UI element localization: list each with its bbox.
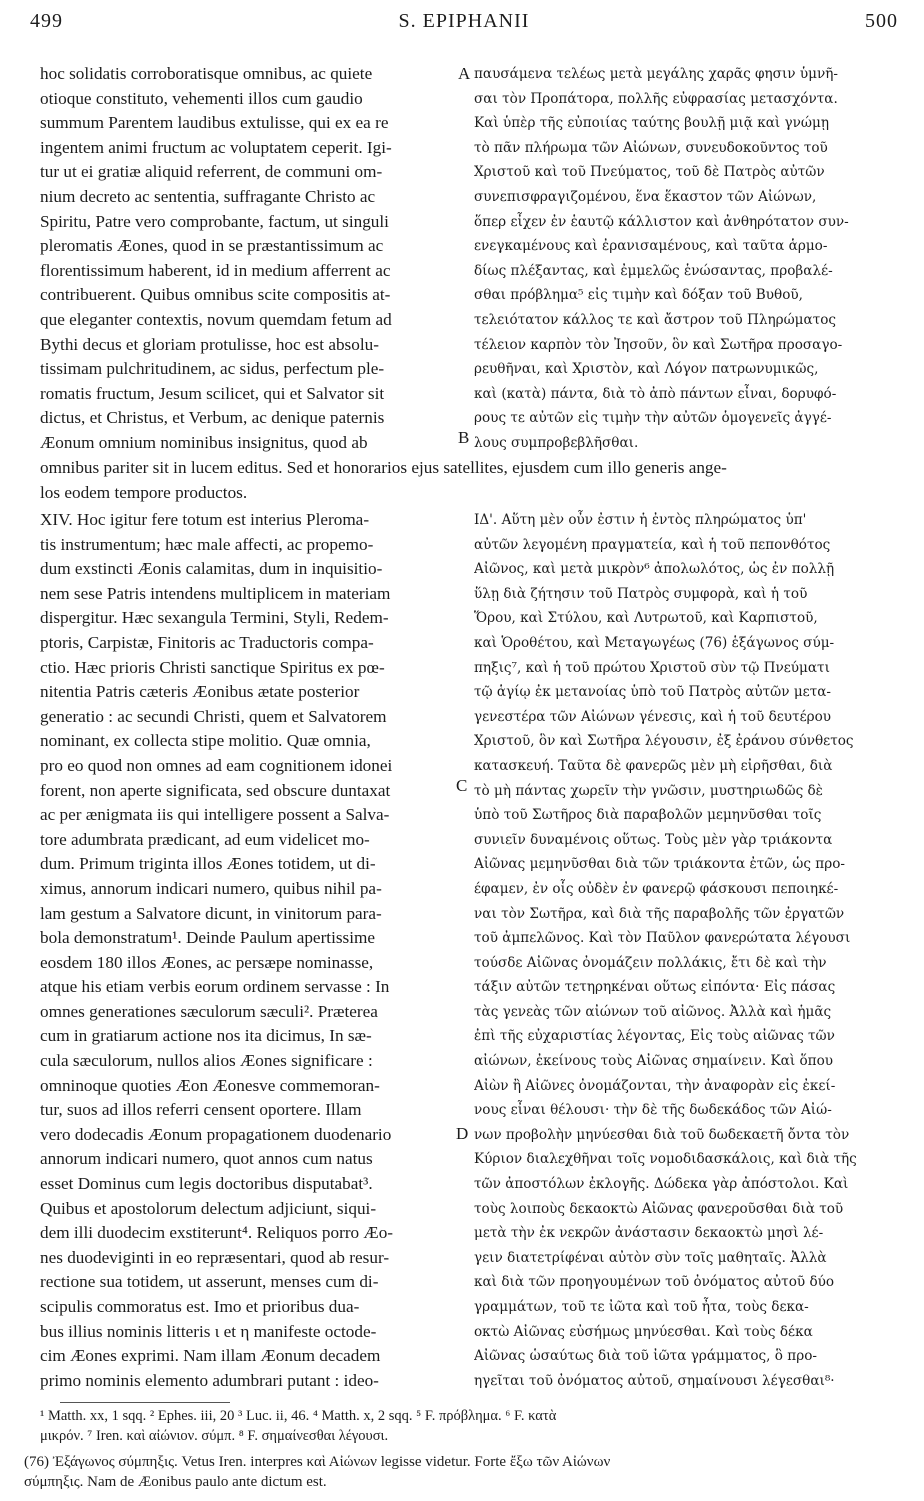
greek-text-line: ηγεῖται τοῦ ὀνόματος αὐτοῦ, σημαίνουσι λέγεσθαι⁸· xyxy=(474,1372,835,1389)
greek-text-line: γενεστέρα τῶν Αἰώνων γένεσις, καὶ ἡ τοῦ δευτέρου xyxy=(474,708,832,725)
greek-text-line: οκτὼ Αἰῶνας εὐσήμως μηνύεσθαι. Καὶ τοὺς δέκα xyxy=(474,1323,813,1340)
latin-text-line: omnibus pariter sit in lucem editus. Sed et honorarios ejus satellites, ejusdem cum illo generis ange- xyxy=(40,458,727,477)
greek-text-line: ρευθῆναι, καὶ Χριστὸν, καὶ Λόγον πατρωνυμικῶς, xyxy=(474,361,819,378)
greek-column-bottom xyxy=(474,508,892,1393)
latin-text-line: omnes generationes sæculorum sæculi². Præterea xyxy=(40,1001,378,1021)
latin-text-line: eosdem 180 illos Æones, ac persæpe nominasse, xyxy=(40,952,374,972)
latin-text-line: XIV. Hoc igitur fere totum est interius Pleroma- xyxy=(40,510,370,529)
greek-text-line: Καὶ ὑπὲρ τῆς εὐποιίας ταύτης βουλῇ μιᾷ καὶ γνώμῃ xyxy=(474,115,829,132)
margin-marker-d: D xyxy=(456,1124,469,1143)
greek-text-line: καὶ Ὁροθέτου, καὶ Μεταγωγέως (76) ἑξάγωνος σύμ- xyxy=(474,634,835,651)
latin-text-line: cim Æones exprimi. Nam illam Æonum decadem xyxy=(40,1346,381,1366)
note-line: (76) Ἐξάγωνος σύμπηξις. Vetus Iren. interpres καὶ Αἰώνων legisse videtur. Forte ἔξω τῶν Αἰώνων xyxy=(24,1454,611,1470)
latin-text-line: cula sæculorum, nullos alios Æones significare : xyxy=(40,1051,373,1071)
latin-text-line: contribuerent. Quibus omnibus scite compositis at- xyxy=(40,285,391,305)
greek-text-line: έφαμεν, ἐν οἷς οὐδὲν ἐν φανερῷ φάσκουσι πεποιηκέ- xyxy=(474,880,839,897)
greek-text-line: τέλειον καρπὸν τὸν Ἰησοῦν, ὃν καὶ Σωτῆρα προσαγο- xyxy=(474,336,843,353)
latin-text-line: dispergitur. Hæc sexangula Termini, Styli, Redem- xyxy=(40,608,389,628)
latin-text-line: otioque constituto, vehementi illos cum gaudio xyxy=(40,88,363,108)
greek-text-line: πηξις⁷, καὶ ἡ τοῦ πρώτου Χριστοῦ σὺν τῷ Πνεύματι xyxy=(474,659,830,676)
greek-text-line: μετὰ τὴν ἐκ νεκρῶν ἀνάστασιν δεκαοκτὼ μησὶ λέ- xyxy=(474,1225,824,1242)
latin-text-line: nes duodeviginti in eo repræsentari, quod ab resur- xyxy=(40,1247,390,1267)
latin-text-line: que eleganter contextis, novum quemdam fetum ad xyxy=(40,309,392,329)
latin-text-line: annorum indicari numero, quot annos cum natus xyxy=(40,1149,373,1169)
greek-text-line: νους εἶναι θέλουσι· τὴν δὲ τῆς δωδεκάδος τῶν Αἰώ- xyxy=(474,1102,832,1119)
greek-text-line: γραμμάτων, τοῦ τε ἰῶτα καὶ τοῦ ἦτα, τοὺς δεκα- xyxy=(474,1299,809,1315)
greek-column-top xyxy=(474,62,892,456)
note-line: σύμπηξις. Nam de Æonibus paulo ante dictum est. xyxy=(24,1474,327,1490)
latin-text-line: dictus, et Christus, et Verbum, ac denique paternis xyxy=(40,408,385,428)
greek-text-line: τοῦ ἀμπελῶνος. Καὶ τὸν Παῦλον φανερώτατα λέγουσι xyxy=(474,930,851,947)
greek-text-line: τελειότατον κάλλος τε καὶ ἄστρον τοῦ Πληρώματος xyxy=(474,311,837,328)
latin-text-line: esset Dominus cum legis doctoribus disputabat³. xyxy=(40,1174,373,1194)
footnote-line: μικρόν. ⁷ Iren. καὶ αἰώνιον. σύμπ. ⁸ F. σημαίνεσθαι λέγουσι. xyxy=(40,1428,389,1444)
latin-text-line: bus illius nominis litteris ι et η manifeste octode- xyxy=(40,1321,377,1341)
editorial-note xyxy=(24,1452,900,1492)
latin-text-line: dem illi duodecim exstiterunt⁴. Reliquos porro Æo- xyxy=(40,1223,394,1243)
greek-text-line: Ὅρου, καὶ Στύλου, καὶ Λυτρωτοῦ, καὶ Καρπιστοῦ, xyxy=(474,610,818,627)
greek-text-line: τῶν ἀποστόλων ἐκλογῆς. Δώδεκα γὰρ ἀπόστολοι. Καὶ xyxy=(474,1176,849,1193)
greek-text-line: κατασκευή. Ταῦτα δὲ φανερῶς μὲν μὴ εἰρῆσθαι, διὰ xyxy=(474,757,833,774)
latin-text-line: Æonum omnium nominibus insignitus, quod ab xyxy=(40,432,368,452)
latin-spanning-lines xyxy=(40,456,892,505)
latin-text-line: hoc solidatis corroboratisque omnibus, ac quiete xyxy=(40,64,373,83)
latin-text-line: florentissimum haberent, id in medium afferrent ac xyxy=(40,260,391,280)
greek-text-line: παυσάμενα τελέως μετὰ μεγάλης χαρᾶς φησιν ὑμνῆ- xyxy=(474,66,838,82)
left-page-number: 499 xyxy=(30,10,63,32)
greek-text-line: ΙΔ'. Αὕτη μὲν οὖν ἐστιν ἡ ἐντὸς πληρώματος ὑπ' xyxy=(474,512,807,528)
latin-text-line: summum Parentem laudibus extulisse, qui ex ea re xyxy=(40,113,389,133)
greek-text-line: τὸ πᾶν πλήρωμα τῶν Αἰώνων, συνευδοκοῦντος τοῦ xyxy=(474,139,828,156)
latin-text-line: Quibus et apostolorum delectum adjiciunt, siqui- xyxy=(40,1198,377,1218)
greek-text-line: νων προβολὴν μηνύεσθαι διὰ τοῦ δωδεκαετῆ ὄντα τὸν xyxy=(474,1126,850,1143)
latin-text-line: lam gestum a Salvatore dicunt, in vinitorum para- xyxy=(40,903,382,923)
latin-column-top xyxy=(40,62,458,456)
greek-text-line: λους συμπροβεβλῆσθαι. xyxy=(474,434,639,451)
greek-text-line: ναι τὸν Σωτῆρα, καὶ διὰ τῆς παραβολῆς τῶν ἐργατῶν xyxy=(474,905,845,922)
latin-text-line: ximus, annorum indicari numero, quibus nihil pa- xyxy=(40,878,382,898)
greek-text-line: Αἰῶνας ὡσαύτως διὰ τοῦ ἰῶτα γράμματος, ὃ προ- xyxy=(474,1348,818,1365)
latin-text-line: tissimam pulchritudinem, ac sidus, perfectum ple- xyxy=(40,359,385,379)
greek-text-line: τῷ ἁγίῳ ἐκ μετανοίας ὑπὸ τοῦ Πατρὸς αὐτῶν μετα- xyxy=(474,684,832,701)
latin-text-line: tur, suos ad illos referri censent oportere. Illam xyxy=(40,1100,362,1120)
running-title: S. EPIPHANII xyxy=(398,10,530,32)
greek-text-line: τοὺς λοιποὺς δεκαοκτὼ Αἰῶνας φανεροῦσθαι διὰ τοῦ xyxy=(474,1200,844,1217)
greek-text-line: Χριστοῦ καὶ τοῦ Πνεύματος, τοῦ δὲ Πατρὸς αὐτῶν xyxy=(474,164,825,181)
greek-text-line: καὶ διὰ τῶν προηγουμένων τοῦ ὀνόματος αὐτοῦ δύο xyxy=(474,1274,835,1291)
greek-text-line: γειν διατετρίφέναι αὐτὸν σὺν τοῖς μαθηταῖς. Ἀλλὰ xyxy=(474,1249,827,1266)
greek-text-line: αἰώνων, ἐκείνους τοὺς Αἰῶνας σημαίνειν. Καὶ ὅπου xyxy=(474,1053,834,1070)
latin-text-line: los eodem tempore productos. xyxy=(40,482,248,502)
latin-text-line: nitentia Patris cæteris Æonibus ætate posterior xyxy=(40,682,360,702)
latin-text-line: tis instrumentum; hæc male affecti, ac propemo- xyxy=(40,534,374,554)
latin-text-line: dum exstincti Æonis calamitas, dum in inquisitio- xyxy=(40,559,383,579)
latin-text-line: dum. Primum triginta illos Æones totidem, ut di- xyxy=(40,854,376,874)
latin-text-line: Spiritu, Patre vero comprobante, factum, ut singuli xyxy=(40,211,389,231)
latin-text-line: bola demonstratum¹. Deinde Paulum apertissime xyxy=(40,928,375,948)
greek-text-line: σθαι πρόβλημα⁵ εἰς τιμὴν καὶ δόξαν τοῦ Βυθοῦ, xyxy=(474,287,803,304)
margin-marker-b: B xyxy=(458,428,470,447)
greek-text-line: τούσδε Αἰῶνας ὀνομάζειν πολλάκις, ἔτι δὲ καὶ τὴν xyxy=(474,954,827,971)
greek-text-line: ὑπὸ τοῦ Σωτῆρος διὰ παραβολῶν μεμηνῦσθαι τοῖς xyxy=(474,807,822,824)
footnote-line: ¹ Matth. xx, 1 sqq. ² Ephes. iii, 20 ³ Luc. ii, 46. ⁴ Matth. x, 2 sqq. ⁵ F. πρόβλημα. ⁶ F. κατὰ xyxy=(40,1408,557,1424)
greek-text-line: συνεπισφραγιζομένου, ἕνα ἕκαστον τῶν Αἰώνων, xyxy=(474,188,817,205)
greek-text-line: ενεγκαμένους καὶ ἐρανισαμένους, καὶ ταῦτα ἁρμο- xyxy=(474,238,828,255)
greek-text-line: σαι τὸν Προπάτορα, πολλῆς εὐφρασίας μετασχόντα. xyxy=(474,90,838,107)
right-page-number: 500 xyxy=(865,10,898,32)
greek-text-line: Κύριον διαλεχθῆναι τοῖς νομοδιδασκάλοις, καὶ διὰ τῆς xyxy=(474,1151,857,1168)
latin-text-line: omninoque quoties Æon Æonesve commemoran- xyxy=(40,1075,380,1095)
greek-text-line: τὰς γενεὰς τῶν αἰώνων τοῦ αἰῶνος. Ἀλλὰ καὶ ἡμᾶς xyxy=(474,1003,832,1020)
greek-text-line: δίως πλέξαντας, καὶ ἐμμελῶς ἑνώσαντας, προβαλέ- xyxy=(474,262,833,279)
greek-text-line: Χριστοῦ, ὃν καὶ Σωτῆρα λέγουσιν, ἐξ ἐράνου σύνθετος xyxy=(474,733,854,750)
greek-text-line: ἐπὶ τῆς εὐχαριστίας λέγοντας, Εἰς τοὺς αἰῶνας τῶν xyxy=(474,1028,835,1045)
greek-text-line: τάξιν αὐτῶν τετηρηκέναι οὕτως εἰπόντα· Εἰς πάσας xyxy=(474,979,836,996)
latin-text-line: nem sese Patris intendens multiplicem in materiam xyxy=(40,583,391,603)
latin-text-line: nominant, ex collecta stipe molitio. Quæ omnia, xyxy=(40,731,371,751)
latin-text-line: cum in gratiarum actione nos ita dicimus, In sæ- xyxy=(40,1026,372,1046)
footnote-rule xyxy=(60,1402,230,1403)
latin-text-line: ingentem animi fructum ac voluptatem ceperit. Igi- xyxy=(40,137,392,157)
greek-text-line: Αἰῶνας μεμηνῦσθαι διὰ τῶν τριάκοντα ἐτῶν, ὡς προ- xyxy=(474,856,846,873)
margin-marker-a: A xyxy=(458,64,471,83)
running-header xyxy=(30,4,898,44)
latin-text-line: romatis fructum, Jesum scilicet, qui et Salvator sit xyxy=(40,383,385,403)
greek-text-line: ὅπερ εἶχεν ἐν ἑαυτῷ κάλλιστον καὶ ἀνθηρότατον συν- xyxy=(474,213,849,230)
greek-text-line: ὕλῃ διὰ ζήτησιν τοῦ Πατρὸς συμφορὰ, καὶ ἡ τοῦ xyxy=(474,585,808,602)
greek-text-line: καὶ (κατὰ) πάντα, διὰ τὸ ἀπὸ πάντων εἶναι, δορυφό- xyxy=(474,385,837,402)
latin-text-line: tore adumbrata prædicant, ad eum videlicet mo- xyxy=(40,829,370,849)
latin-text-line: atque his etiam verbis eorum ordinem servasse : In xyxy=(40,977,390,997)
latin-column-bottom xyxy=(40,508,458,1393)
latin-text-line: ptoris, Carpistæ, Finitoris ac Traductoris compa- xyxy=(40,632,374,652)
greek-text-line: Αἰὼν ἢ Αἰῶνες ὀνομάζονται, τὴν ἀναφορὰν εἰς ἐκεί- xyxy=(474,1077,836,1094)
footnotes xyxy=(40,1406,900,1446)
latin-text-line: generatio : ac secundi Christi, quem et Salvatorem xyxy=(40,706,387,726)
greek-text-line: τὸ μὴ πάντας χωρεῖν τὴν γνῶσιν, μυστηριωδῶς δὲ xyxy=(474,782,823,799)
greek-text-line: αὐτῶν λεγομένη πραγματεία, καὶ ἡ τοῦ πεπονθότος xyxy=(474,536,831,553)
latin-text-line: nium decreto ac sententia, suffragante Christo ac xyxy=(40,186,376,206)
greek-text-line: ρους τε αὐτῶν εἰς τιμὴν τὴν αὐτῶν ὁμογενεῖς ἀγγέ- xyxy=(474,410,832,427)
greek-text-line: Αἰῶνος, καὶ μετὰ μικρὸν⁶ ἀπολωλότος, ὡς ἐν πολλῇ xyxy=(474,561,835,578)
latin-text-line: vero dodecadis Æonum propagationem duodenario xyxy=(40,1124,392,1144)
latin-text-line: ctio. Hæc prioris Christi sanctique Spiritus ex pœ- xyxy=(40,657,385,677)
latin-text-line: Bythi decus et gloriam protulisse, hoc est absolu- xyxy=(40,334,379,354)
latin-text-line: scipulis commoratus est. Imo et prioribus dua- xyxy=(40,1297,360,1316)
latin-text-line: pleromatis Æones, quod in se præstantissimum ac xyxy=(40,236,384,256)
latin-text-line: rectione sua totidem, ut asserunt, menses cum di- xyxy=(40,1272,379,1292)
latin-text-line: ac per ænigmata iis qui intelligere possent a Salva- xyxy=(40,805,390,825)
margin-marker-c: C xyxy=(456,776,468,795)
latin-text-line: forent, non aperte significata, sed obscure duntaxat xyxy=(40,780,391,800)
greek-text-line: συνιεῖν δυναμένοις οὕτως. Τοὺς μὲν γὰρ τριάκοντα xyxy=(474,831,833,848)
latin-text-line: primo nominis elemento adumbrari putant : ideo- xyxy=(40,1370,379,1390)
latin-text-line: tur ut ei gratiæ aliquid referrent, de communi om- xyxy=(40,162,383,182)
latin-text-line: pro eo quod non omnes ad eam cognitionem idonei xyxy=(40,755,393,775)
